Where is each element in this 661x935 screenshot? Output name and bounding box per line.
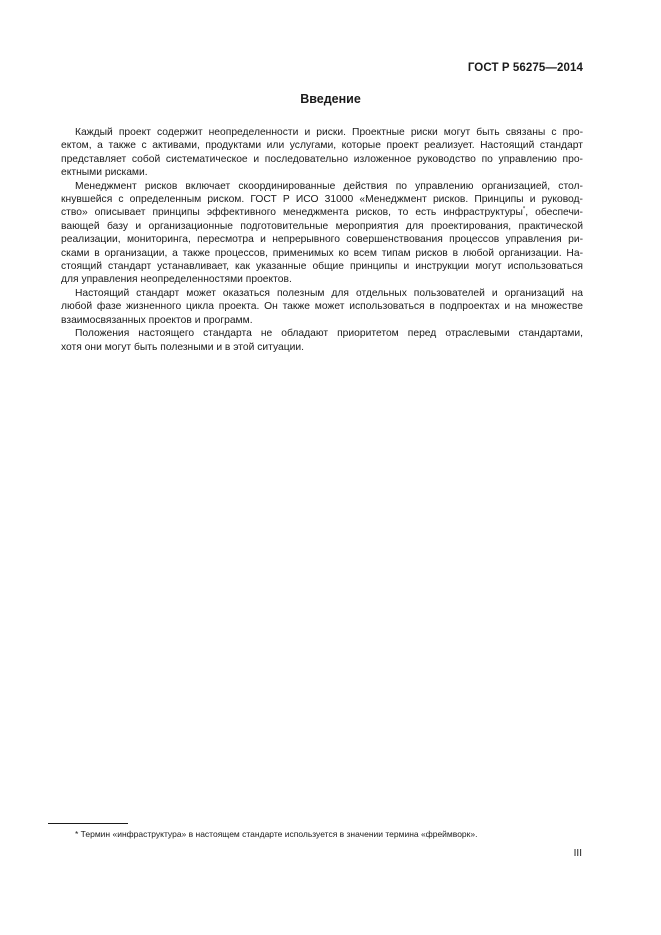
- text-line: Положения настоящего стандарта не обладают приоритетом перед отраслевыми стандартами,: [75, 328, 583, 340]
- document-code: ГОСТ Р 56275—2014: [467, 62, 583, 74]
- text-line: ектом, а также с активами, продуктами или услугами, которые проект реализует. Настоящий стандарт: [61, 140, 583, 152]
- section-title: Введение: [300, 92, 361, 106]
- paragraph-4: [61, 327, 583, 354]
- text-line: ектными рисками.: [61, 167, 148, 179]
- paragraph-1: [61, 126, 583, 180]
- text-line: Каждый проект содержит неопределенности и риски. Проектные риски могут быть связаны с про-: [75, 127, 583, 138]
- text-line: реализации, мониторинга, пересмотра и непрерывного совершенствования процессов управления ри-: [61, 234, 583, 246]
- footnote-text: * Термин «инфраструктура» в настоящем стандарте используется в значении термина «фреймворк».: [75, 829, 478, 839]
- text-line-with-footnote: [61, 206, 583, 219]
- text-line: для управления неопределенностями проектов.: [61, 274, 292, 286]
- page-number: III: [573, 848, 582, 859]
- paragraph-3: [61, 287, 583, 327]
- text-line: хотя они могут быть полезными и в этой ситуации.: [61, 341, 304, 353]
- text-line: стоящий стандарт устанавливает, как указанные общие принципы и инструкции могут использоваться: [61, 261, 583, 273]
- text-fragment: , обеспечи-: [525, 207, 583, 219]
- text-line: кнувшейся с определенным риском. ГОСТ Р ИСО 31000 «Менеджмент рисков. Принципы и руковод-: [61, 194, 583, 206]
- text-line: вающей базу и организационные подготовительные мероприятия для проектирования, практической: [61, 220, 583, 232]
- paragraph-2: [61, 180, 583, 287]
- text-line: Менеджмент рисков включает скоординированные действия по управлению организацией, стол-: [75, 180, 583, 192]
- body-text: [61, 126, 583, 354]
- footnote-separator: [48, 823, 128, 824]
- text-fragment: ство» описывает принципы эффективного менеджмента рисков, то есть инфраструктуры: [61, 207, 523, 219]
- text-line: взаимосвязанных проектов и программ.: [61, 314, 253, 326]
- footnote-marker: *: [522, 207, 526, 214]
- text-line: сками в организации, а также процессов, применимых ко всем типам рисков в любой организации. На-: [61, 247, 583, 259]
- text-line: Настоящий стандарт может оказаться полезным для отдельных пользователей и организаций на: [75, 287, 583, 299]
- text-line: представляет собой систематическое и последовательно изложенное руководство по управлению про-: [61, 153, 583, 165]
- text-line: любой фазе жизненного цикла проекта. Он также может использоваться в подпроектах и на множестве: [61, 301, 583, 313]
